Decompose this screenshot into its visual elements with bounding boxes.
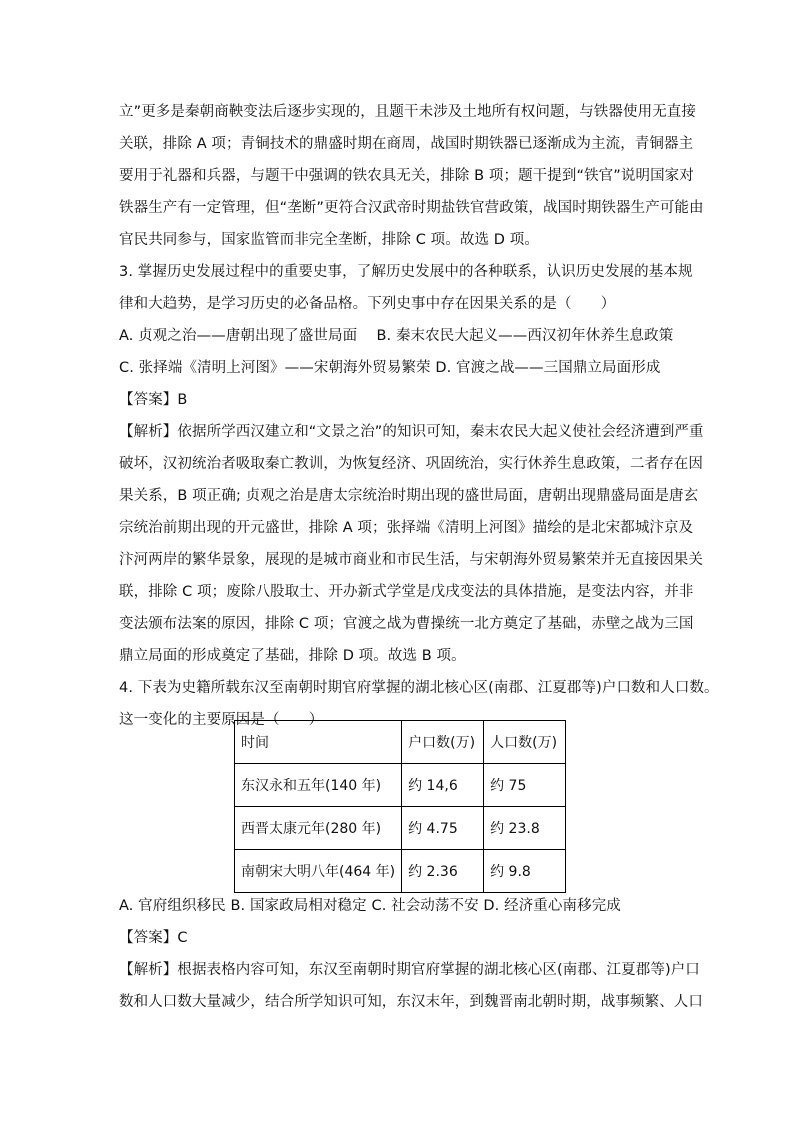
q3-analysis-line: 变法颁布法案的原因，排除 C 项；官渡之战为曹操统一北方奠定了基础，赤壁之战为三国 [119, 616, 694, 632]
q3-analysis-line: 宗统治前期出现的开元盛世，排除 A 项；张择端《清明上河图》描绘的是北宋都城汴京及 [119, 520, 694, 536]
table-row [235, 807, 566, 850]
table-header-cell: 户口数(万) [402, 721, 484, 764]
table-row [235, 850, 566, 893]
q3-analysis-line: 联，排除 C 项；废除八股取士、开办新式学堂是戊戌变法的具体措施，是变法内容，并非 [119, 584, 694, 600]
table-cell: 约 23.8 [484, 807, 566, 850]
q3-stem-line: 3. 掌握历史发展过程中的重要史事，了解历史发展中的各种联系，认识历史发展的基本规 [119, 264, 693, 280]
q3-options-line: C. 张择端《清明上河图》——宋朝海外贸易繁荣 D. 官渡之战——三国鼎立局面形成 [119, 360, 661, 376]
table-cell: 南朝宋大明八年(464 年) [235, 850, 402, 893]
q4-analysis-line: 【解析】根据表格内容可知，东汉至南朝时期官府掌握的湖北核心区(南郡、江夏郡等)户口 [119, 962, 700, 978]
q4-options-line: A. 官府组织移民 B. 国家政局相对稳定 C. 社会动荡不安 D. 经济重心南移完成 [119, 898, 621, 914]
text-line: 官民共同参与，国家监管而非完全垄断，排除 C 项。故选 D 项。 [119, 232, 539, 248]
text-line: 铁器生产有一定管理，但“垄断”更符合汉武帝时期盐铁官营政策，战国时期铁器生产可能由 [119, 200, 704, 216]
question-3 [119, 256, 704, 672]
q3-options-line: A. 贞观之治——唐朝出现了盛世局面 B. 秦末农民大起义——西汉初年休养生息政策 [119, 328, 674, 344]
q3-stem-line: 律和大趋势，是学习历史的必备品格。下列史事中存在因果关系的是（ ） [119, 296, 616, 312]
q3-analysis-line: 汴河两岸的繁华景象，展现的是城市商业和市民生活，与宋朝海外贸易繁荣并无直接因果关 [119, 552, 703, 568]
text-line: 关联，排除 A 项；青铜技术的鼎盛时期在商周，战国时期铁器已逐渐成为主流，青铜器主 [119, 136, 694, 152]
table-cell: 约 75 [484, 764, 566, 807]
table-cell: 西晋太康元年(280 年) [235, 807, 402, 850]
q3-analysis-line: 果关系，B 项正确; 贞观之治是唐太宗统治时期出现的盛世局面，唐朝出现鼎盛局面是唐玄 [119, 488, 699, 504]
table-header-row [235, 721, 566, 764]
table-header-cell: 时间 [235, 721, 402, 764]
table-row [235, 764, 566, 807]
table-cell: 约 2.36 [402, 850, 484, 893]
text-line: 要用于礼器和兵器，与题干中强调的铁农具无关，排除 B 项；题干提到“铁官”说明国家对 [119, 168, 694, 184]
q4-analysis-line: 数和人口数大量减少，结合所学知识可知，东汉末年，到魏晋南北朝时期，战事频繁、人口 [119, 994, 703, 1010]
q3-analysis-line: 鼎立局面的形成奠定了基础，排除 D 项。故选 B 项。 [119, 648, 466, 664]
q3-analysis-line: 破坏，汉初统治者吸取秦亡教训，为恢复经济、巩固统治，实行休养生息政策，二者存在因 [119, 456, 703, 472]
q4-stem-line: 这一变化的主要原因是（ ） [119, 712, 324, 728]
text-line: 立”更多是秦朝商鞅变法后逐步实现的，且题干未涉及土地所有权问题，与铁器使用无直接 [119, 104, 697, 120]
q4-answer: 【答案】C [119, 930, 188, 946]
table-header-cell: 人口数(万) [484, 721, 566, 764]
question-4-rest [119, 890, 703, 1018]
q4-stem-line: 4. 下表为史籍所载东汉至南朝时期官府掌握的湖北核心区(南郡、江夏郡等)户口数和人口数。 [119, 680, 719, 696]
q3-answer: 【答案】B [119, 392, 188, 408]
table-cell: 约 4.75 [402, 807, 484, 850]
table-cell: 约 14,6 [402, 764, 484, 807]
q2-analysis-continued [119, 96, 704, 256]
q3-analysis-line: 【解析】依据所学西汉建立和“文景之治”的知识可知，秦末农民大起义使社会经济遭到严重 [119, 424, 704, 440]
table-cell: 东汉永和五年(140 年) [235, 764, 402, 807]
population-table [234, 720, 566, 893]
table-cell: 约 9.8 [484, 850, 566, 893]
